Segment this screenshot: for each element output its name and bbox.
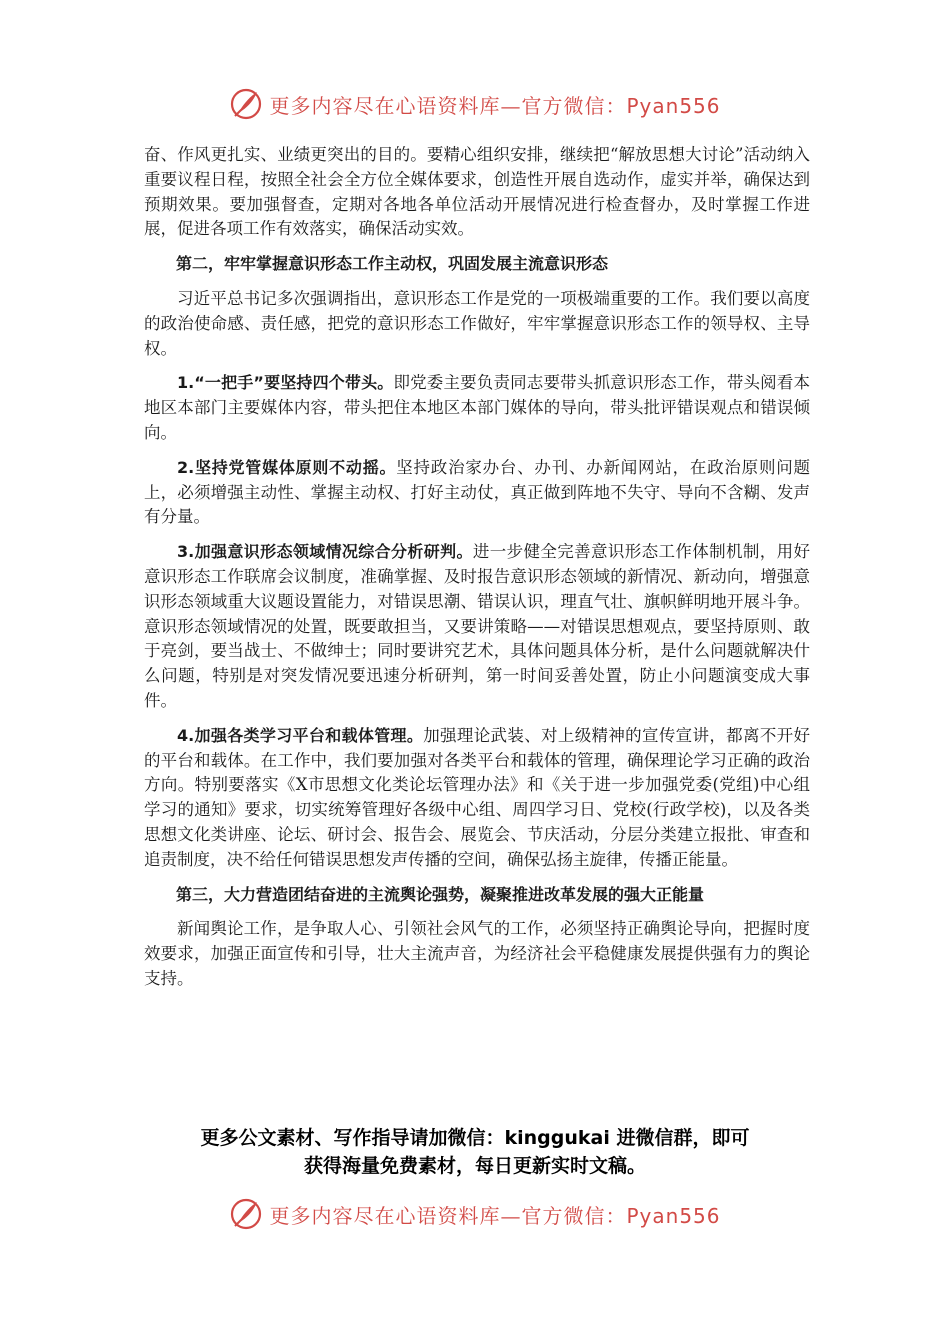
header-banner-text — [269, 90, 720, 119]
paragraph-intro: 奋、作风更扎实、业绩更突出的目的。要精心组织安排，继续把“解放思想大讨论”活动纳入重要议程日程，按照全社会全方位全媒体要求，创造性开展自选动作，虚实并举，确保达到预期效果。要加强督查，定期对各地各单位活动开展情况进行检查督办，及时掌握工作进展，促进各项工作有效落实，确保活动实效。 — [144, 145, 810, 239]
paragraph-2: 新闻舆论工作，是争取人心、引领社会风气的工作，必须坚持正确舆论导向，把握时度效要求，加强正面宣传和引导，壮大主流声音，为经济社会平稳健康发展提供强有力的舆论支持。 — [144, 919, 810, 988]
list-item-2-lead: 2.坚持党管媒体原则不动摇。 — [177, 457, 397, 477]
list-item-3 — [144, 540, 810, 714]
footer-banner — [0, 1194, 950, 1234]
list-item-2-text: 坚持政治家办台、办刊、办新闻网站，在政治原则问题上，必须增强主动性、掌握主动权、打好主动仗，真正做到阵地不失守、导向不含糊、发声有分量。 — [144, 457, 810, 527]
promo-line-2: 获得海量免费素材，每日更新实时文稿。 — [303, 1155, 646, 1177]
quill-logo-icon — [229, 1197, 263, 1231]
list-item-3-text: 进一步健全完善意识形态工作体制机制，用好意识形态工作联席会议制度，准确掌握、及时报告意识形态领域的新情况、新动向，增强意识形态领域重大议题设置能力，对错误思潮、错误认识，理直气壮、旗帜鲜明地开展斗争。意识形态领域情况的处置，既要敢担当，又要讲策略——对错误思想观点，要坚持原则、敢于亮剑，要当战士、不做绅士；同时要讲究艺术，具体问题具体分析，是什么问题就解决什么问题，特别是对突发情况要迅速分析研判，第一时间妥善处置，防止小问题演变成大事件。 — [144, 542, 810, 710]
footer-wechat-id: Pyan556 — [626, 1203, 721, 1228]
section-heading-2: 第二，牢牢掌握意识形态工作主动权，巩固发展主流意识形态 — [176, 254, 609, 274]
section-heading-3: 第三，大力营造团结奋进的主流舆论强势，凝聚推进改革发展的强大正能量 — [176, 884, 705, 904]
paragraph-1: 习近平总书记多次强调指出，意识形态工作是党的一项极端重要的工作。我们要以高度的政治使命感、责任感，把党的意识形态工作做好，牢牢掌握意识形态工作的领导权、主导权。 — [144, 288, 810, 358]
header-banner-label: 更多内容尽在心语资料库—官方微信： — [269, 93, 627, 118]
header-banner — [0, 84, 950, 124]
list-item-1-text: 即党委主要负责同志要带头抓意识形态工作，带头阅看本地区本部门主要媒体内容，带头把住本地区本部门媒体的导向，带头批评错误观点和错误倾向。 — [144, 373, 811, 442]
header-wechat-id: Pyan556 — [626, 93, 721, 118]
list-item-1-lead: 1.“一把手”要坚持四个带头。 — [177, 373, 394, 393]
list-item-3-lead: 3.加强意识形态领域情况综合分析研判。 — [177, 542, 473, 562]
promo-notice — [100, 1124, 850, 1180]
list-item-4-text: 加强理论武装、对上级精神的宣传宣讲，都离不开好的平台和载体。在工作中，我们要加强对各类平台和载体的管理，确保理论学习正确的政治方向。特别要落实《X市思想文化类论坛管理办法》和《关于进一步加强党委(党组)中心组学习的通知》要求，切实统筹管理好各级中心组、周四学习日、党校(行政学校)，以及各类思想文化类讲座、论坛、研讨会、报告会、展览会、节庆活动，分层分类建立报批、审查和追责制度，决不给任何错误思想发声传播的空间，确保弘扬主旋律，传播正能量。 — [144, 725, 811, 869]
list-item-2 — [144, 456, 810, 530]
promo-line-1: 更多公文素材、写作指导请加微信：kinggukai 进微信群，即可 — [200, 1127, 750, 1149]
footer-banner-label: 更多内容尽在心语资料库—官方微信： — [269, 1203, 627, 1228]
document-body — [144, 143, 810, 992]
quill-logo-icon — [229, 87, 263, 121]
footer-banner-text — [269, 1200, 720, 1229]
list-item-1 — [144, 371, 810, 445]
list-item-4-lead: 4.加强各类学习平台和载体管理。 — [177, 725, 424, 745]
list-item-4 — [144, 724, 810, 873]
